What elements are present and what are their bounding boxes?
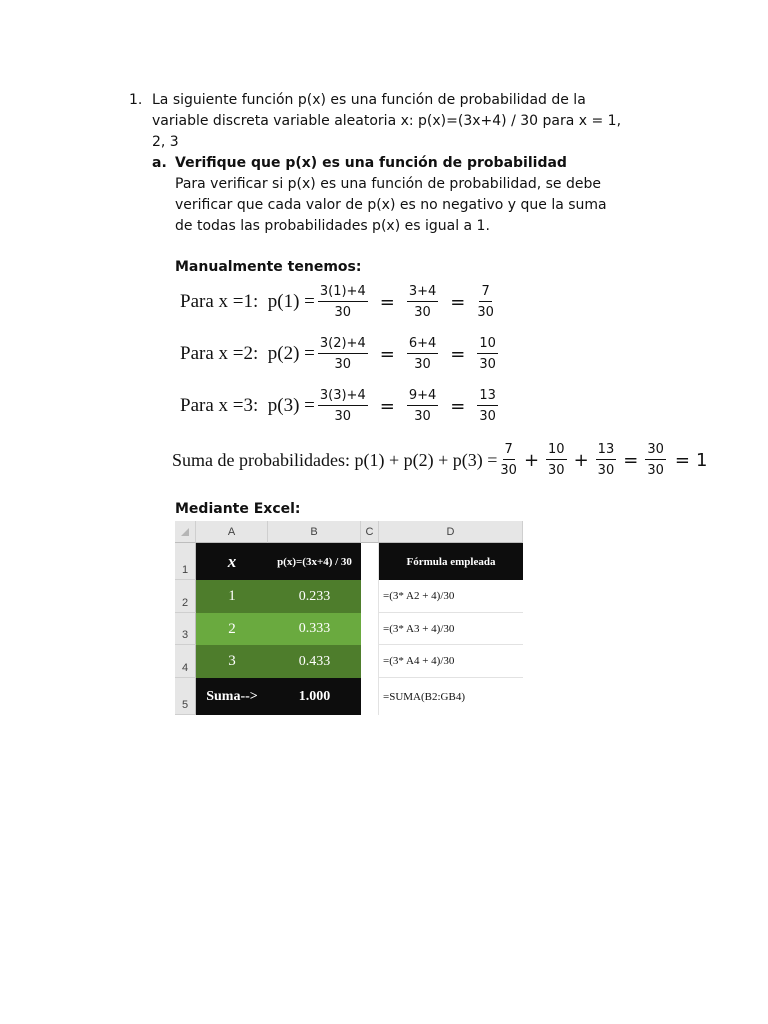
equation-x3 <box>180 383 501 429</box>
row-header-3[interactable]: 3 <box>175 613 196 645</box>
cell-c4[interactable] <box>361 645 379 678</box>
corner-triangle-icon <box>180 527 190 537</box>
equation-lead: Para x =1: p(1) = <box>180 291 315 312</box>
cell-a4[interactable]: 3 <box>196 645 268 678</box>
sum-equation <box>172 437 707 483</box>
cell-d1[interactable]: Fórmula empleada <box>379 543 523 580</box>
cell-d4[interactable]: =(3* A4 + 4)/30 <box>379 645 523 678</box>
fraction-numerator: 3(1)+4 <box>318 284 368 302</box>
fraction-numerator: 7 <box>503 442 515 460</box>
excel-sheet <box>175 521 523 715</box>
equation-x2 <box>180 331 501 377</box>
equals-sign: = <box>379 395 395 417</box>
cell-c1[interactable] <box>361 543 379 580</box>
column-header-c[interactable]: C <box>361 521 379 543</box>
column-header-b[interactable]: B <box>268 521 361 543</box>
fraction <box>477 388 498 424</box>
equals-sign: = <box>623 449 639 471</box>
equals-sign: = <box>674 449 690 471</box>
cell-a1[interactable]: x <box>196 543 268 580</box>
equation-x1 <box>180 279 497 325</box>
row-header-5[interactable]: 5 <box>175 678 196 715</box>
fraction-denominator: 30 <box>334 305 352 320</box>
item-text-line-3: 2, 3 <box>152 134 179 150</box>
fraction-numerator: 13 <box>477 388 498 406</box>
excel-heading: Mediante Excel: <box>175 501 301 517</box>
equation-lead: Para x =3: p(3) = <box>180 395 315 416</box>
fraction <box>318 388 368 424</box>
cell-c3[interactable] <box>361 613 379 645</box>
item-text-line-1: La siguiente función p(x) es una función de probabilidad de la <box>152 92 586 108</box>
fraction-denominator: 30 <box>414 357 431 372</box>
row-header-1[interactable]: 1 <box>175 543 196 580</box>
cell-c5[interactable] <box>361 678 379 715</box>
equals-sign: = <box>450 343 466 365</box>
cell-a2[interactable]: 1 <box>196 580 268 613</box>
equals-sign: = <box>450 291 466 313</box>
fraction-denominator: 30 <box>477 305 494 320</box>
fraction <box>546 442 567 478</box>
fraction-denominator: 30 <box>647 463 664 478</box>
fraction <box>477 284 494 320</box>
row-header-2[interactable]: 2 <box>175 580 196 613</box>
item-text-line-2: variable discreta variable aleatoria x: p(x)=(3x+4) / 30 para x = 1, <box>152 113 622 129</box>
cell-d3[interactable]: =(3* A3 + 4)/30 <box>379 613 523 645</box>
fraction-numerator: 9+4 <box>407 388 438 406</box>
fraction-numerator: 3+4 <box>407 284 438 302</box>
subitem-heading: Verifique que p(x) es una función de probabilidad <box>175 155 567 171</box>
cell-c2[interactable] <box>361 580 379 613</box>
fraction-numerator: 6+4 <box>407 336 438 354</box>
fraction <box>596 442 617 478</box>
fraction-denominator: 30 <box>479 357 496 372</box>
cell-a3[interactable]: 2 <box>196 613 268 645</box>
cell-d5[interactable]: =SUMA(B2:GB4) <box>383 690 465 703</box>
cell-b2[interactable]: 0.233 <box>268 580 361 613</box>
cell-b4[interactable]: 0.433 <box>268 645 361 678</box>
fraction-numerator: 7 <box>479 284 491 302</box>
plus-sign: + <box>523 449 540 471</box>
fraction-numerator: 10 <box>477 336 498 354</box>
fraction <box>500 442 517 478</box>
fraction-denominator: 30 <box>414 409 431 424</box>
equals-sign: = <box>379 343 395 365</box>
fraction <box>407 284 438 320</box>
equals-sign: = <box>379 291 395 313</box>
subitem-letter: a. <box>152 155 167 171</box>
fraction-numerator: 3(2)+4 <box>318 336 368 354</box>
cell-b3[interactable]: 0.333 <box>268 613 361 645</box>
manual-heading: Manualmente tenemos: <box>175 259 362 275</box>
sum-result: 1 <box>695 449 708 471</box>
column-header-d[interactable]: D <box>379 521 523 543</box>
fraction <box>407 336 438 372</box>
subitem-paragraph-line-1: Para verificar si p(x) es una función de probabilidad, se debe <box>175 176 601 192</box>
cell-d2[interactable]: =(3* A2 + 4)/30 <box>379 580 523 613</box>
fraction-denominator: 30 <box>334 357 352 372</box>
fraction-denominator: 30 <box>334 409 352 424</box>
cell-b5[interactable]: 1.000 <box>268 678 361 715</box>
item-number: 1. <box>129 92 143 108</box>
fraction-numerator: 3(3)+4 <box>318 388 368 406</box>
sum-lead: Suma de probabilidades: p(1) + p(2) + p(3) = <box>172 449 498 470</box>
equals-sign: = <box>450 395 466 417</box>
equation-lead: Para x =2: p(2) = <box>180 343 315 364</box>
fraction <box>318 336 368 372</box>
cell-b1[interactable]: p(x)=(3x+4) / 30 <box>268 543 361 580</box>
fraction-denominator: 30 <box>597 463 615 478</box>
fraction <box>477 336 498 372</box>
fraction <box>318 284 368 320</box>
row-header-4[interactable]: 4 <box>175 645 196 678</box>
subitem-paragraph-line-3: de todas las probabilidades p(x) es igual a 1. <box>175 218 490 234</box>
subitem-paragraph-line-2: verificar que cada valor de p(x) es no negativo y que la suma <box>175 197 607 213</box>
fraction-denominator: 30 <box>414 305 431 320</box>
fraction-numerator: 13 <box>596 442 617 460</box>
plus-sign: + <box>573 449 589 471</box>
fraction-denominator: 30 <box>500 463 517 478</box>
cell-a5[interactable]: Suma--> <box>196 678 268 715</box>
fraction <box>407 388 438 424</box>
fraction-numerator: 10 <box>546 442 567 460</box>
fraction-numerator: 30 <box>645 442 666 460</box>
select-all-corner[interactable] <box>175 521 196 543</box>
fraction-denominator: 30 <box>548 463 565 478</box>
fraction-denominator: 30 <box>479 409 496 424</box>
fraction <box>645 442 666 478</box>
column-header-a[interactable]: A <box>196 521 268 543</box>
